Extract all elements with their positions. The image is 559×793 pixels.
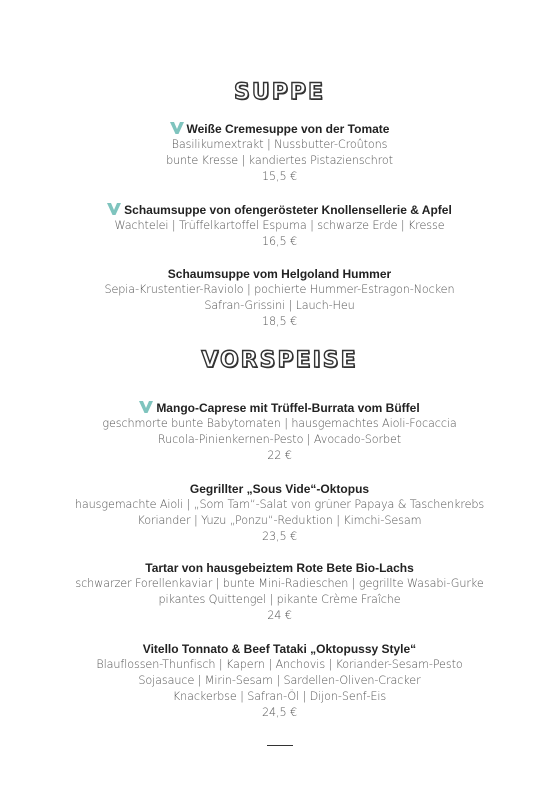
dish-title [0, 481, 559, 497]
dish-title [0, 266, 559, 282]
section-title-suppe: SUPPE [234, 80, 325, 105]
dish-price: 23,5 € [262, 530, 297, 543]
dish-ingredients: Sojasauce | Mirin-Sesam | Sardellen-Oliven-Cracker [138, 674, 421, 687]
dish-name: Weiße Cremesuppe von der Tomate [186, 122, 390, 136]
dish-price: 16,5 € [262, 235, 297, 248]
dish-ingredients: Safran-Grissini | Lauch-Heu [204, 299, 355, 312]
dish-ingredients: pikantes Quittengel | pikante Crème Fraîche [158, 593, 401, 606]
dish-title [0, 121, 559, 137]
dish-price: 24,5 € [262, 706, 297, 719]
footer-divider [267, 745, 293, 746]
dish-name: Vitello Tonnato & Beef Tataki „Oktopussy Style“ [142, 642, 417, 656]
dish-ingredients: Wachtelei | Trüffelkartoffel Espuma | schwarze Erde | Kresse [114, 219, 445, 232]
dish-ingredients: Sepia-Krustentier-Raviolo | pochierte Hummer-Estragon-Nocken [104, 283, 455, 296]
vegetarian-icon [107, 203, 121, 215]
dish-name: Mango-Caprese mit Trüffel-Burrata vom Büffel [156, 401, 420, 415]
dish-lobster-soup [0, 266, 559, 330]
section-title-vorspeise: VORSPEISE [201, 348, 358, 373]
dish-ingredients: schwarzer Forellenkaviar | bunte Mini-Radieschen | gegrillte Wasabi-Gurke [75, 577, 484, 590]
dish-mango-caprese [0, 400, 559, 464]
dish-name: Tartar von hausgebeiztem Rote Bete Bio-Lachs [145, 561, 414, 575]
dish-ingredients: Basilikumextrakt | Nussbutter-Croûtons [171, 138, 388, 151]
dish-beet-salmon-tartar [0, 560, 559, 624]
dish-price: 24 € [267, 609, 292, 622]
dish-ingredients: hausgemachte Aioli | „Som Tam“-Salat von grüner Papaya & Taschenkrebs [74, 498, 485, 511]
dish-ingredients: Koriander | Yuzu „Ponzu“-Reduktion | Kimchi-Sesam [137, 514, 422, 527]
dish-ingredients: Knackerbse | Safran-Öl | Dijon-Senf-Eis [172, 690, 387, 703]
dish-octopus [0, 481, 559, 545]
dish-title [0, 400, 559, 416]
dish-ingredients: Rucola-Pinienkernen-Pesto | Avocado-Sorbet [157, 433, 402, 446]
dish-tomato-soup [0, 121, 559, 185]
dish-vitello-tonnato [0, 641, 559, 721]
dish-price: 18,5 € [262, 315, 297, 328]
dish-price: 15,5 € [262, 170, 297, 183]
dish-title [0, 560, 559, 576]
dish-ingredients: Blauflossen-Thunfisch | Kapern | Anchovis | Koriander-Sesam-Pesto [96, 658, 463, 671]
dish-ingredients: geschmorte bunte Babytomaten | hausgemachtes Aioli-Focaccia [102, 417, 457, 430]
dish-price: 22 € [267, 449, 292, 462]
vegetarian-icon [139, 401, 153, 413]
vegetarian-icon [170, 122, 184, 134]
dish-name: Schaumsuppe von ofengerösteter Knollensellerie & Apfel [124, 203, 452, 217]
dish-title [0, 641, 559, 657]
dish-title [0, 202, 559, 218]
dish-name: Schaumsuppe vom Helgoland Hummer [167, 267, 392, 281]
dish-name: Gegrillter „Sous Vide“-Oktopus [189, 482, 370, 496]
dish-celery-soup [0, 202, 559, 250]
dish-ingredients: bunte Kresse | kandiertes Pistazienschrot [166, 154, 393, 167]
